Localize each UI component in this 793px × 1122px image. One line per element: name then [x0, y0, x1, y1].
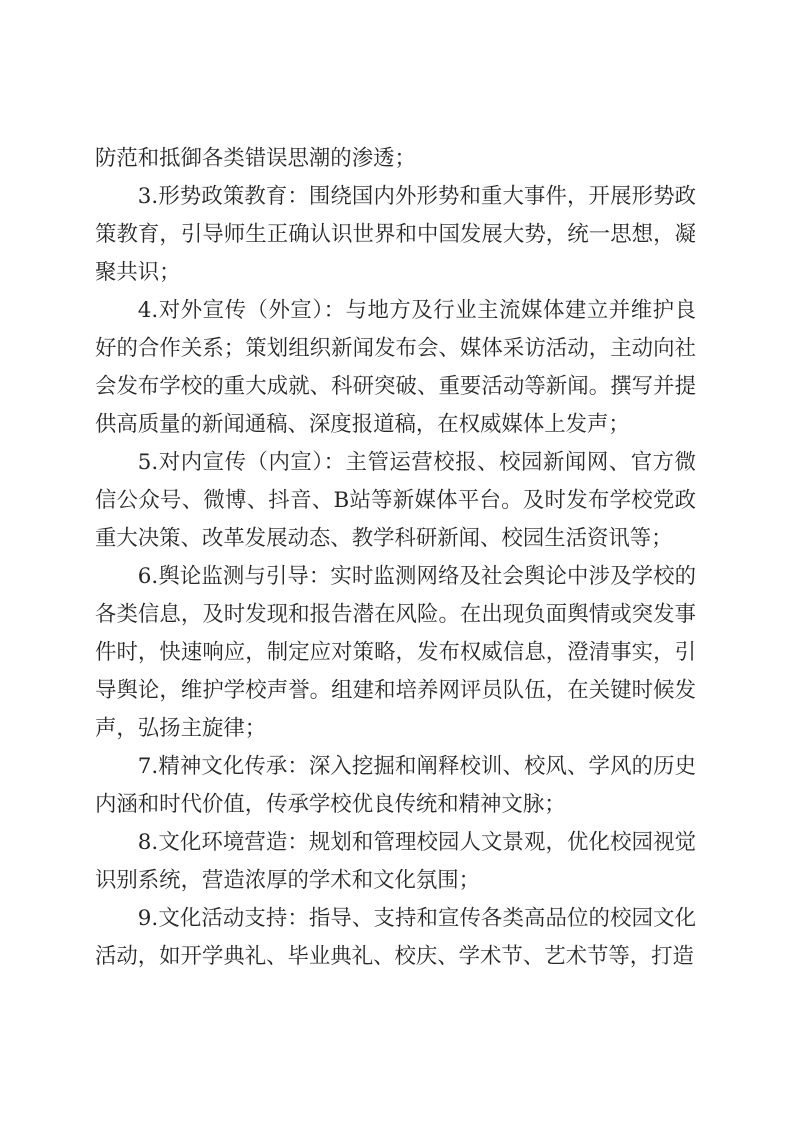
- paragraph: 9.文化活动支持：指导、支持和宣传各类高品位的校园文化活动，如开学典礼、毕业典礼、校庆、学术节、艺术节等，打造: [95, 906, 696, 969]
- paragraph: 3.形势政策教育：围绕国内外形势和重大事件，开展形势政策教育，引导师生正确认识世界和中国发展大势，统一思想，凝聚共识；: [95, 184, 696, 285]
- document-text-block: [95, 140, 696, 976]
- paragraph: 防范和抵御各类错误思潮的渗透；: [95, 146, 416, 171]
- paragraph: 5.对内宣传（内宣）：主管运营校报、校园新闻网、官方微信公众号、微博、抖音、B站等新媒体平台。及时发布学校党政重大决策、改革发展动态、教学科研新闻、校园生活资讯等；: [95, 450, 696, 551]
- paragraph: 8.文化环境营造：规划和管理校园人文景观，优化校园视觉识别系统，营造浓厚的学术和文化氛围；: [95, 830, 696, 893]
- paragraph: 4.对外宣传（外宣）：与地方及行业主流媒体建立并维护良好的合作关系；策划组织新闻发布会、媒体采访活动，主动向社会发布学校的重大成就、科研突破、重要活动等新闻。撰写并提供高质量的新闻通稿、深度报道稿，在权威媒体上发声；: [95, 298, 696, 437]
- paragraph: 7.精神文化传承：深入挖掘和阐释校训、校风、学风的历史内涵和时代价值，传承学校优良传统和精神文脉；: [95, 754, 696, 817]
- paragraph: 6.舆论监测与引导：实时监测网络及社会舆论中涉及学校的各类信息，及时发现和报告潜在风险。在出现负面舆情或突发事件时，快速响应，制定应对策略，发布权威信息，澄清事实，引导舆论，维护学校声誉。组建和培养网评员队伍，在关键时候发声，弘扬主旋律；: [95, 564, 696, 741]
